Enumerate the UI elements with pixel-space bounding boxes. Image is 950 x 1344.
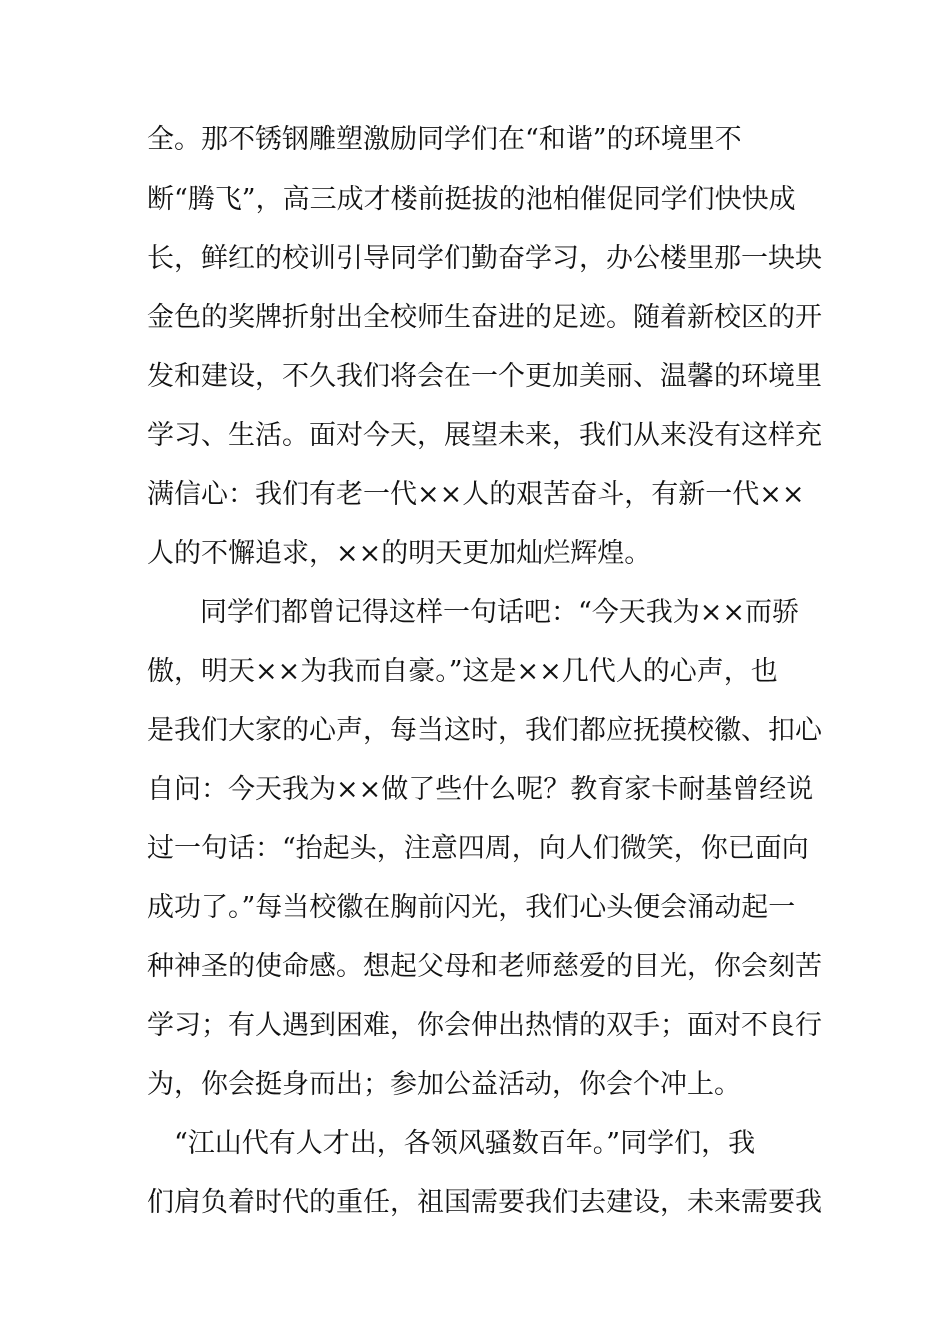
text-line: 自问：今天我为××做了些什么呢？教育家卡耐基曾经说	[147, 774, 814, 805]
text-line: 是我们大家的心声，每当这时，我们都应抚摸校徽、扣心	[147, 715, 822, 746]
text-line: 发和建设，不久我们将会在一个更加美丽、温馨的环境里	[147, 361, 822, 392]
text-line: 种神圣的使命感。想起父母和老师慈爱的目光，你会刻苦	[147, 951, 822, 982]
text-line: 全。那不锈钢雕塑激励同学们在“和谐”的环境里不	[147, 124, 742, 155]
text-line: 学习；有人遇到困难，你会伸出热情的双手；面对不良行	[147, 1010, 822, 1041]
paragraph-first-line: “江山代有人才出，各领风骚数百年。”同学们，我	[174, 1128, 756, 1159]
text-line: 们肩负着时代的重任，祖国需要我们去建设，未来需要我	[147, 1187, 822, 1218]
text-line: 人的不懈追求，××的明天更加灿烂辉煌。	[147, 538, 652, 569]
text-line: 傲，明天××为我而自豪。”这是××几代人的心声，也	[147, 656, 778, 687]
text-line: 长，鲜红的校训引导同学们勤奋学习，办公楼里那一块块	[147, 243, 822, 274]
text-line: 学习、生活。面对今天，展望未来，我们从来没有这样充	[147, 420, 822, 451]
text-line: 为，你会挺身而出；参加公益活动，你会个冲上。	[147, 1069, 741, 1100]
text-line: 金色的奖牌折射出全校师生奋进的足迹。随着新校区的开	[147, 302, 822, 333]
paragraph-first-line: 同学们都曾记得这样一句话吧：“今天我为××而骄	[200, 597, 800, 628]
text-line: 过一句话：“抬起头，注意四周，向人们微笑，你已面向	[147, 833, 809, 864]
text-line: 满信心：我们有老一代××人的艰苦奋斗，有新一代××	[147, 479, 805, 510]
text-line: 断“腾飞”，高三成才楼前挺拔的池柏催促同学们快快成	[147, 184, 796, 215]
text-line: 成功了。”每当校徽在胸前闪光，我们心头便会涌动起一	[147, 892, 796, 923]
